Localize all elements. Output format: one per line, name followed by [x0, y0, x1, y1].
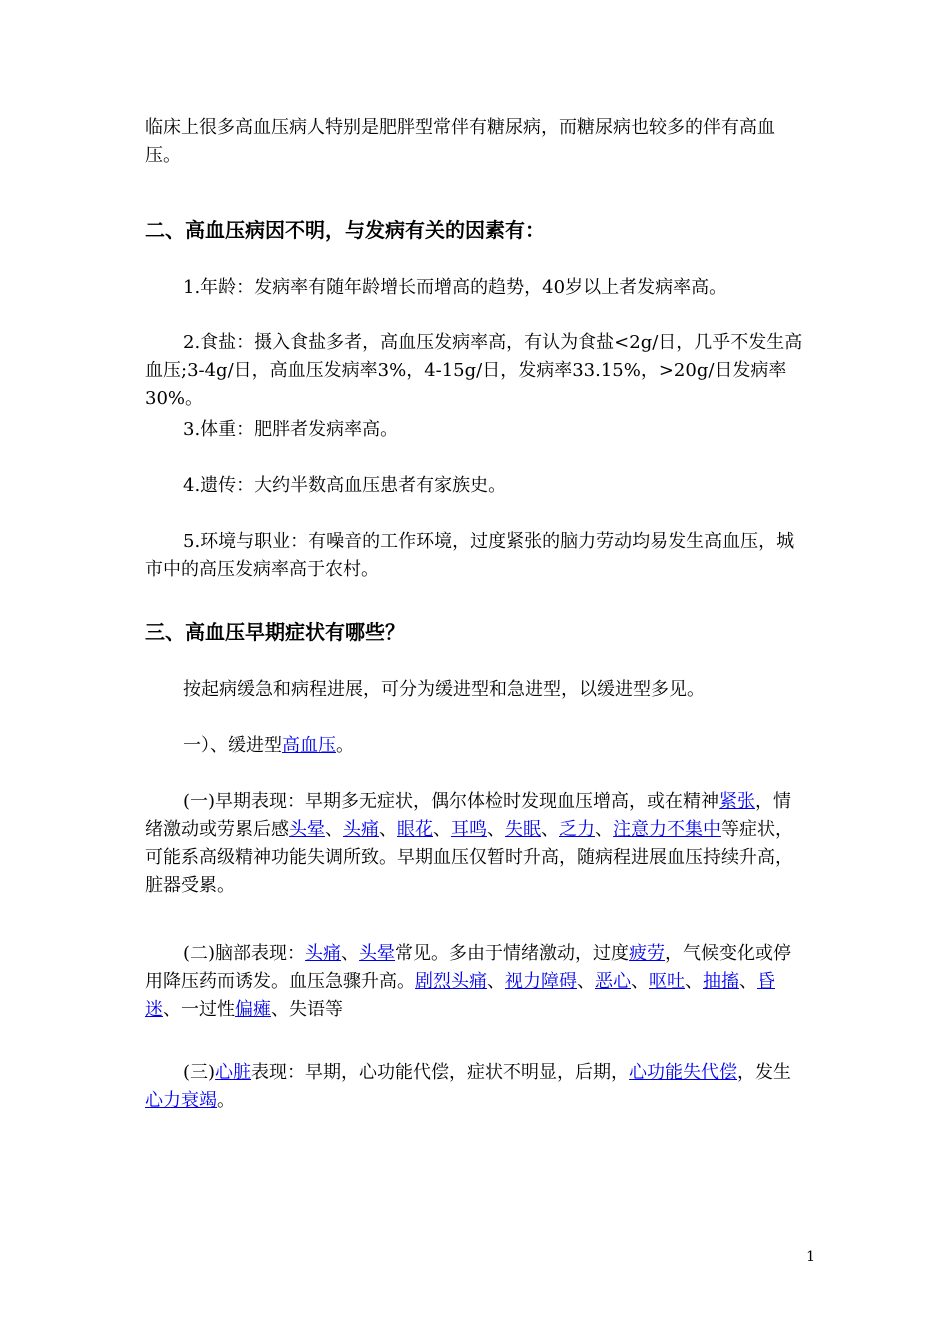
link-fatigue[interactable]: 乏力 — [559, 819, 595, 840]
link-headache[interactable]: 头痛 — [343, 819, 379, 840]
link-coma[interactable]: 昏迷 — [145, 971, 775, 1020]
section2-heading: 二、高血压病因不明，与发病有关的因素有： — [145, 218, 545, 242]
early-symptoms-paragraph — [145, 788, 808, 900]
heart-text-2: 表现：早期，心功能代偿，症状不明显，后期， — [251, 1062, 630, 1083]
link-heart-failure[interactable]: 心力衰竭 — [145, 1090, 217, 1111]
heart-text-3: ，发生 — [737, 1062, 792, 1083]
sep: 、 — [433, 819, 451, 840]
heart-symptoms-paragraph — [145, 1059, 808, 1115]
sep: 、 — [685, 971, 703, 992]
sep: 、 — [631, 971, 649, 992]
link-heart[interactable]: 心脏 — [215, 1062, 252, 1083]
heart-text-1: (三) — [183, 1062, 216, 1083]
section3-intro: 按起病缓急和病程进展，可分为缓进型和急进型，以缓进型多见。 — [183, 679, 705, 700]
link-vision-disorder[interactable]: 视力障碍 — [505, 971, 577, 992]
link-fatigue-overwork[interactable]: 疲劳 — [629, 943, 666, 964]
sep: 、 — [325, 819, 343, 840]
link-dizziness[interactable]: 头晕 — [359, 943, 396, 964]
brain-text-3: ，气候变化或停用降压药而诱发。血压急骤升高。 — [145, 943, 792, 992]
brain-text-1: (二)脑部表现： — [183, 943, 306, 964]
link-convulsion[interactable]: 抽搐 — [703, 971, 739, 992]
link-hypertension[interactable]: 高血压 — [282, 735, 336, 756]
slow-type-suffix: 。 — [336, 735, 354, 756]
early-text-3: 等症状，可能系高级精神功能失调所致。早期血压仅暂时升高，随病程进展血压持续升高，脏器受累。 — [145, 819, 793, 896]
sep: 、 — [379, 819, 397, 840]
link-insomnia[interactable]: 失眠 — [505, 819, 541, 840]
link-dizziness[interactable]: 头晕 — [289, 819, 325, 840]
page-number: 1 — [806, 1249, 815, 1265]
sep: 、 — [487, 971, 505, 992]
sep: 、 — [739, 971, 757, 992]
early-text-2: ，情绪激动或劳累后感 — [145, 791, 792, 840]
link-headache[interactable]: 头痛 — [305, 943, 342, 964]
sep: 、 — [595, 819, 613, 840]
link-cardiac-decompensation[interactable]: 心功能失代偿 — [629, 1062, 738, 1083]
brain-symptoms-paragraph — [145, 940, 808, 1024]
factor-genetics: 4.遗传：大约半数高血压患者有家族史。 — [183, 475, 507, 496]
sep: 、 — [487, 819, 505, 840]
slow-type-paragraph — [145, 732, 808, 760]
factor-weight: 3.体重：肥胖者发病率高。 — [183, 419, 399, 440]
link-blurred-vision[interactable]: 眼花 — [397, 819, 433, 840]
heart-text-4: 。 — [217, 1090, 235, 1111]
link-poor-concentration[interactable]: 注意力不集中 — [613, 819, 721, 840]
sep: 、 — [341, 943, 360, 964]
link-tinnitus[interactable]: 耳鸣 — [451, 819, 487, 840]
factor-salt: 2.食盐：摄入食盐多者，高血压发病率高，有认为食盐<2g/日，几乎不发生高血压;3-4g/日，高血压发病率3%，4-15g/日，发病率33.15%，>20g/日发病率30%。 — [145, 332, 803, 409]
sep: 、 — [577, 971, 595, 992]
brain-text-2: 常见。多由于情绪激动，过度 — [395, 943, 630, 964]
early-text-1: (一)早期表现：早期多无症状，偶尔体检时发现血压增高，或在精神 — [183, 791, 720, 812]
sep: 、 — [541, 819, 559, 840]
slow-type-prefix: 一）、缓进型 — [183, 735, 282, 756]
section3-heading: 三、高血压早期症状有哪些？ — [145, 620, 405, 644]
link-vomiting[interactable]: 呕吐 — [649, 971, 685, 992]
link-hemiplegia[interactable]: 偏瘫 — [235, 999, 271, 1020]
link-tension[interactable]: 紧张 — [719, 791, 756, 812]
link-severe-headache[interactable]: 剧烈头痛 — [415, 971, 487, 992]
brain-text-5: 、失语等 — [271, 999, 343, 1020]
intro-paragraph: 临床上很多高血压病人特别是肥胖型常伴有糖尿病，而糖尿病也较多的伴有高血压。 — [145, 117, 775, 166]
factor-age: 1.年龄：发病率有随年龄增长而增高的趋势，40岁以上者发病率高。 — [183, 277, 728, 298]
link-nausea[interactable]: 恶心 — [595, 971, 631, 992]
factor-environment: 5.环境与职业：有噪音的工作环境，过度紧张的脑力劳动均易发生高血压，城市中的高压发病率高于农村。 — [145, 531, 795, 580]
brain-text-4: 、一过性 — [163, 999, 235, 1020]
